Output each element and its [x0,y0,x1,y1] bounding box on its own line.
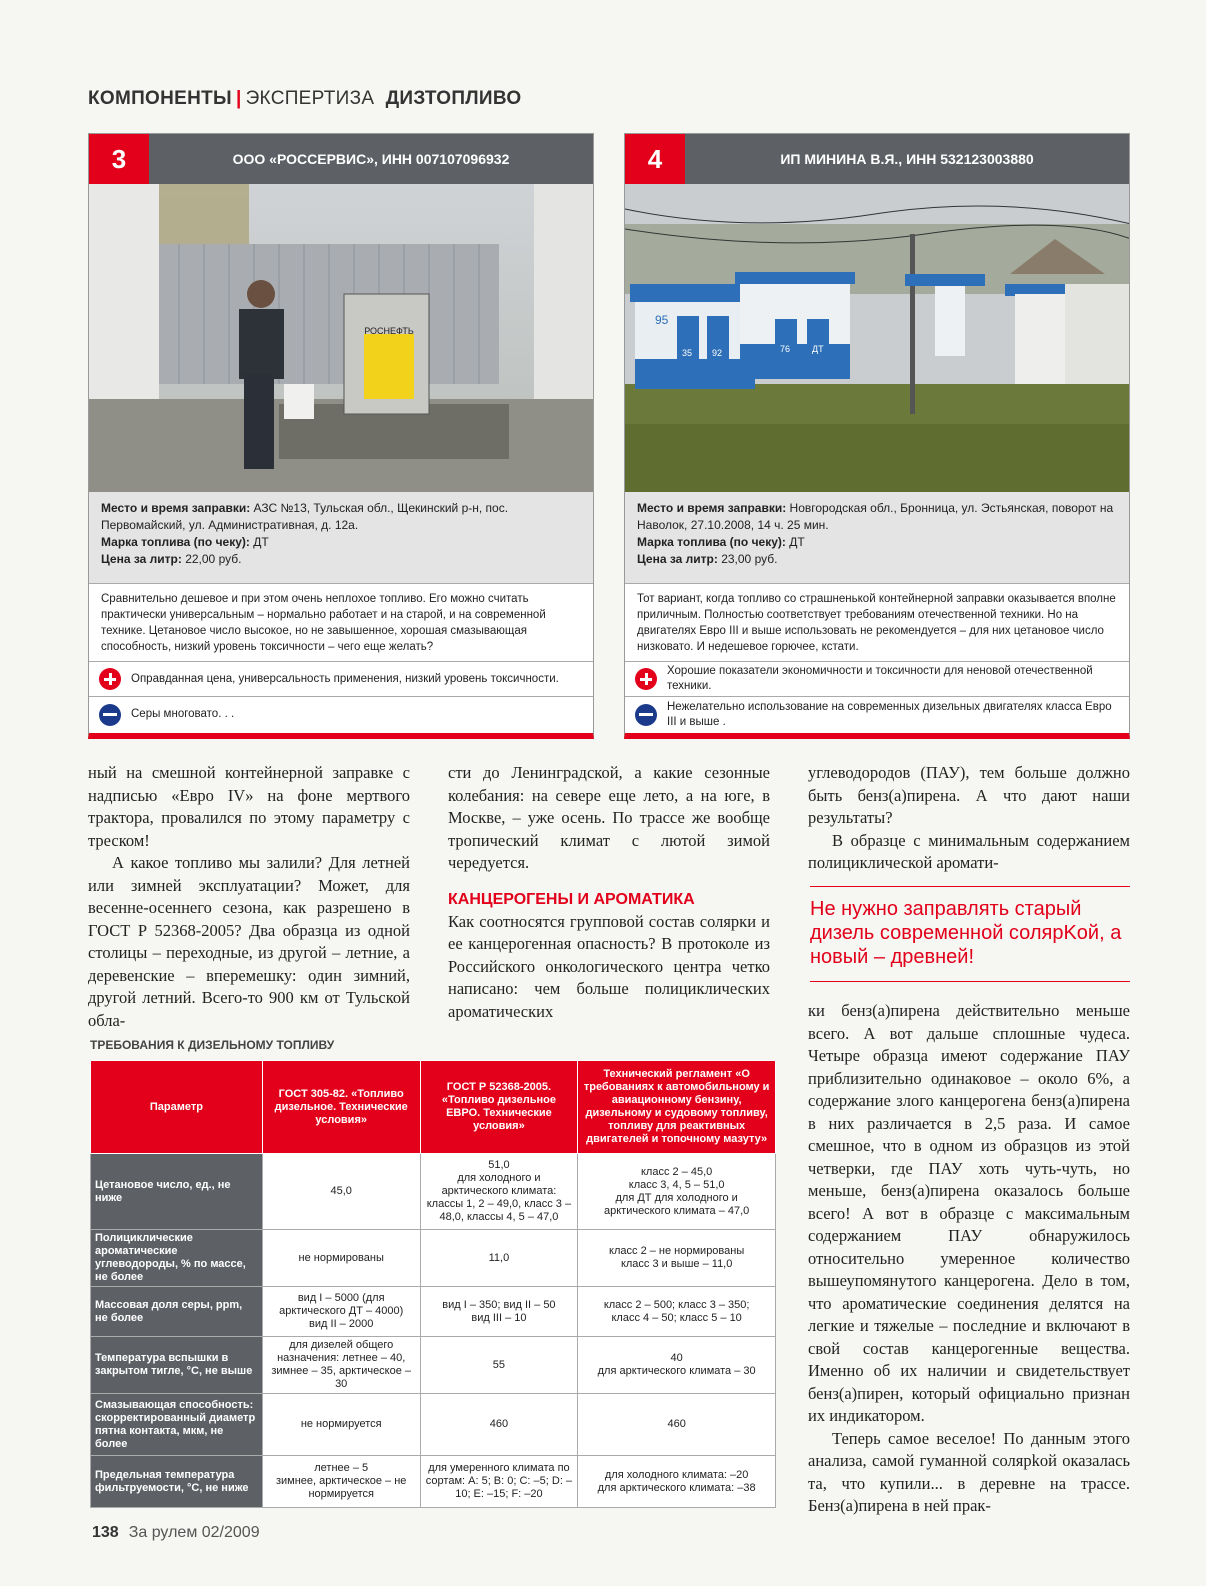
photo-illustration [89,184,593,492]
subsection-name: ЭКСПЕРТИЗА [245,88,375,109]
station-card-4 [624,133,1130,739]
paragraph: ки бенз(а)пирена действительно меньше всего. А вот дальше сплошные чудеса. Четыре образца имеют содержание ПАУ приблизительно одинаковое – около 6%, а содержание злого канцерогена бенз(а)пирена в них различается в 2,5 раза. И самое смешное, что в одном из образцов из этой четверки, где ПАУ хоть чуть-чуть, но меньше, бенз(а)пирена оказалось больше всего! А вот в образце с максимальным содержанием ПАУ обнаружилось относительно умеренное количество вышеупомянутого канцерогена. Дело в том, что ароматические соединения делятся на легкие и тяжелые – последние и включают в свой состав канцерогенные вещества. Именно об их наличии и свидетельствует бенз(а)пирен, который официально признан их индикатором. [808,1001,1130,1425]
section-heading: КАНЦЕРОГЕНЫ И АРОМАТИКА [448,890,695,908]
paragraph: Теперь самое веселое! По данным этого анализа, самой гуманной солярkой оказалась та, что купили... в деревне на трассе. Бенз(а)пирена в ней прак- [808,1428,1130,1515]
minus-icon [99,704,121,726]
photo-label-35: 35 [682,348,693,358]
column-header: ГОСТ Р 52368-2005. «Топливо дизельное ЕВРО. Технические условия» [420,1061,578,1154]
card-pros [625,662,1129,697]
topic-name: ДИЗТОПЛИВО [385,88,522,109]
article-column-2 [448,762,770,1023]
pull-quote: Не нужно заправлять старый дизель современной солярKой, а новый – древней! [810,886,1130,982]
card-title: ИП МИНИНА В.Я., ИНН 532123003880 [780,151,1034,167]
card-cons [89,697,593,732]
minus-icon [635,704,657,726]
param-cell: Температура вспышки в закрытом тигле, °С, не выше [91,1337,263,1394]
station-card-3 [88,133,594,739]
brand-label: Марка топлива (по чеку): [101,535,250,549]
photo-label-dt: ДТ [812,344,824,354]
cons-text: Серы многовато. . . [131,708,235,720]
table-cell: для холодного климата: –20 для арктического климата: –38 [578,1456,776,1508]
column-header: Технический регламент «О требованиях к автомобильному и авиационному бензину, дизельному и судовому топливу, топливу для реактивных двигателей и топочному мазуту» [578,1061,776,1154]
param-cell: Массовая доля серы, ppm, не более [91,1287,263,1337]
paragraph: ный на смешной контейнерной заправке с надписью «Евро IV» на фоне мертвого трактора, провалился по этому параметру с треском! [88,763,410,850]
photo-sign-text: РОСНЕФТЬ [364,326,414,336]
card-number: 3 [89,134,149,184]
param-cell: Предельная температура фильтруемости, °С, не ниже [91,1456,263,1508]
place-value: АЗС №13, Тульская обл., Щекинский р-н, пос. Первомайский, ул. Административная, д. 12а. [101,501,509,532]
price-value: 22,00 руб. [185,552,242,566]
place-label: Место и время заправки: [637,501,787,515]
table-cell: 460 [578,1394,776,1456]
paragraph: углеводородов (ПАУ), тем больше должно быть бенз(а)пирена. А что дают наши результаты? [808,763,1130,827]
price-label: Цена за литр: [101,552,182,566]
table-cell: летнее – 5 зимнее, арктическое – не нормируется [262,1456,420,1508]
table-cell: для дизелей общего назначения: летнее – 40, зимнее – 35, арктическое – 30 [262,1337,420,1394]
table-title: ТРЕБОВАНИЯ К ДИЗЕЛЬНОМУ ТОПЛИВУ [90,1038,335,1052]
table-cell: 40 для арктического климата – 30 [578,1337,776,1394]
pros-text: Оправданная цена, универсальность применения, низкий уровень токсичности. [131,672,559,685]
photo-label-92: 92 [712,348,723,358]
card-number: 4 [625,134,685,184]
table-cell: вид I – 350; вид II – 50 вид III – 10 [420,1287,578,1337]
brand-value: ДТ [253,535,269,549]
plus-icon [635,668,657,690]
param-cell: Полициклические ароматические углеводороды, % по массе, не более [91,1230,263,1287]
paragraph: сти до Ленинградской, а какие сезонные колебания: на севере еще лето, а на юге, в Москве, – уже осень. По трассе же вообще тропический климат с лютой зимой чередуется. [448,763,770,872]
station-photo [625,184,1129,492]
param-cell: Цетановое число, ед., не ниже [91,1154,263,1230]
table-cell: для умеренного климата по сортам: A: 5; B: 0; C: –5; D: –10; E: –15; F: –20 [420,1456,578,1508]
card-header [89,134,593,184]
station-photo [89,184,593,492]
table-cell: 11,0 [420,1230,578,1287]
table-cell: 51,0 для холодного и арктического климата: классы 1, 2 – 49,0, класс 3 – 48,0, классы 4, 5 – 47,0 [420,1154,578,1230]
price-label: Цена за литр: [637,552,718,566]
table-cell: класс 2 – не нормированы класс 3 и выше – 11,0 [578,1230,776,1287]
article-column-3-bottom [808,1000,1130,1518]
table-row [91,1230,776,1287]
card-pros [89,662,593,697]
paragraph: Как соотносятся групповой состав солярки и ее канцерогенная опасность? В протоколе из Российского онкологического центра четко написано: чем больше полициклических ароматических [448,911,770,1021]
card-description: Тот вариант, когда топливо со страшненькой контейнерной заправки оказывается вполне приличным. Полностью соответствует требованиям отечественной техники. Но на двигателях Евро III и выше использовать не рекомендуется – для них цетановое число низковато. И недешевое горючее, кстати. [625,584,1129,662]
table-cell: 460 [420,1394,578,1456]
table-row [91,1287,776,1337]
card-description: Сравнительно дешевое и при этом очень неплохое топливо. Его можно считать практически универсальным – нормально работает и на старой, и на современной технике. Цетановое число высокое, но не завышенное, хорошая смазывающая способность, низкий уровень токсичности – чего еще желать? [89,584,593,662]
table-row [91,1154,776,1230]
table-row [91,1456,776,1508]
photo-label-76: 76 [780,344,791,354]
column-header: ГОСТ 305-82. «Топливо дизельное. Технические условия» [262,1061,420,1154]
photo-label-95: 95 [655,313,669,327]
paragraph: В образце с минимальным содержанием полициклической аромати- [808,830,1130,872]
table-cell: 45,0 [262,1154,420,1230]
card-info [625,492,1129,584]
article-column-3-top [808,762,1130,875]
card-info [89,492,593,584]
section-name: КОМПОНЕНТЫ [88,88,232,109]
pros-text: Хорошие показатели экономичности и токсичности для неновой отечественной техники. [667,665,1093,692]
table-cell: не нормируется [262,1394,420,1456]
photo-illustration [625,184,1129,492]
section-header [88,88,522,110]
magazine-issue: За рулем 02/2009 [128,1524,260,1541]
place-label: Место и время заправки: [101,501,251,515]
paragraph: А какое топливо мы залили? Для летней или зимней эксплуатации? Может, для весенне-осеннего сезона, как разрешено в ГОСТ Р 52368-2005? Два образца из одной столицы – переходные, из другой – летние, а деревенские – вперемешку: один зимний, другой летний. Всего-то 900 км от Тульской обла- [88,853,410,1030]
table-cell: класс 2 – 45,0 класс 3, 4, 5 – 51,0 для ДТ для холодного и арктического климата – 47,0 [578,1154,776,1230]
card-title: ООО «РОССЕРВИС», ИНН 007107096932 [232,151,510,167]
card-header [625,134,1129,184]
page-number: 138 [92,1524,119,1541]
table-row [91,1394,776,1456]
header-separator: | [235,88,242,109]
requirements-table [90,1060,776,1508]
place-value: Новгородская обл., Бронница, ул. Эстьянская, поворот на Наволок, 27.10.2008, 14 ч. 25 мин. [637,501,1114,532]
page-footer [92,1524,260,1542]
article-column-1 [88,762,410,1032]
table-cell: 55 [420,1337,578,1394]
card-cons [625,697,1129,732]
table-cell: вид I – 5000 (для арктического ДТ – 4000) вид II – 2000 [262,1287,420,1337]
param-cell: Смазывающая способность: скорректированный диаметр пятна контакта, мкм, не более [91,1394,263,1456]
price-value: 23,00 руб. [721,552,778,566]
table-cell: не нормированы [262,1230,420,1287]
brand-value: ДТ [789,535,805,549]
cons-text: Нежелательно использование на современных дизельных двигателях класса Евро III и выше . [667,700,1112,728]
table-row [91,1337,776,1394]
column-header: Параметр [91,1061,263,1154]
table-header-row [91,1061,776,1154]
plus-icon [99,668,121,690]
table-cell: класс 2 – 500; класс 3 – 350; класс 4 – 50; класс 5 – 10 [578,1287,776,1337]
brand-label: Марка топлива (по чеку): [637,535,786,549]
